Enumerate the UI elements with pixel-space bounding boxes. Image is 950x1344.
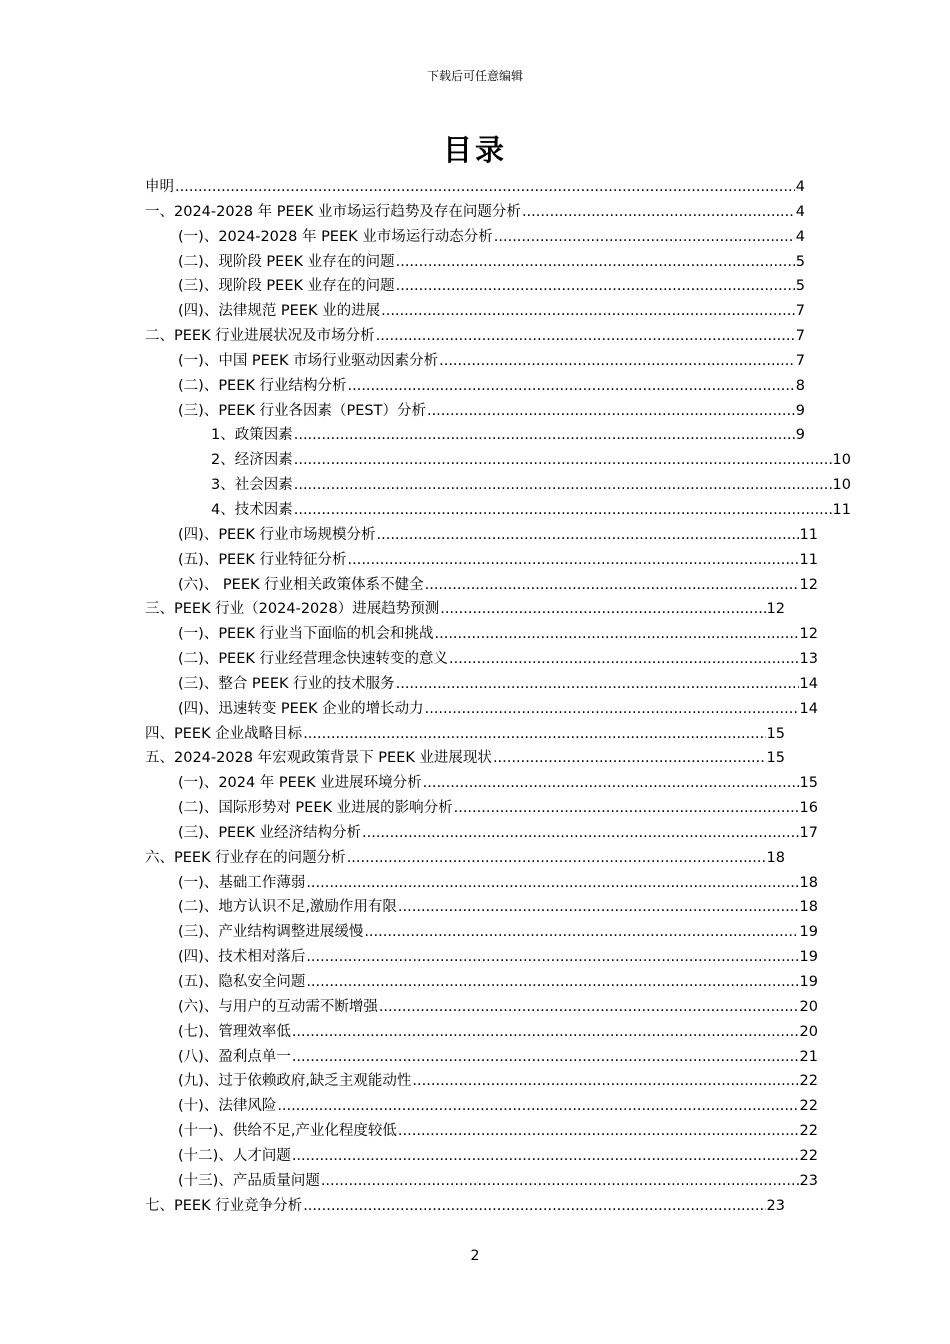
toc-entry-page: 15 <box>766 750 785 767</box>
toc-entry-title: (五)、PEEK 行业特征分析 <box>178 551 347 568</box>
toc-entry-title: (五)、隐私安全问题 <box>178 974 306 990</box>
toc-entry-page: 11 <box>799 551 818 568</box>
toc-entry[interactable] <box>145 672 818 697</box>
toc-entry-page: 12 <box>799 626 818 643</box>
toc-dot-leader <box>294 498 832 523</box>
toc-entry-title: (六)、与用户的互动需不断增强 <box>178 998 378 1015</box>
toc-entry-page: 22 <box>799 1098 818 1115</box>
toc-entry[interactable] <box>145 349 805 374</box>
toc-entry[interactable] <box>145 448 851 473</box>
page-header-note: 下载后可任意编辑 <box>426 69 523 83</box>
toc-entry[interactable] <box>145 274 805 299</box>
toc-dot-leader <box>294 448 832 473</box>
toc-dot-leader <box>292 1045 799 1070</box>
toc-dot-leader <box>175 175 795 200</box>
toc-entry[interactable] <box>145 399 805 424</box>
toc-entry-title: (九)、过于依赖政府,缺乏主观能动性 <box>178 1073 412 1090</box>
toc-entry-title: 四、PEEK 企业战略目标 <box>145 725 303 742</box>
toc-dot-leader <box>292 1020 799 1045</box>
toc-entry-page: 4 <box>795 179 805 195</box>
toc-dot-leader <box>379 995 799 1020</box>
toc-entry-title: (二)、PEEK 行业结构分析 <box>178 377 347 394</box>
toc-entry-page: 13 <box>799 651 818 668</box>
toc-entry[interactable] <box>145 1194 785 1219</box>
toc-entry[interactable] <box>145 697 818 722</box>
toc-entry-title: 七、PEEK 行业竞争分析 <box>145 1197 303 1214</box>
toc-dot-leader <box>348 548 799 573</box>
toc-entry-page: 19 <box>799 924 818 941</box>
toc-dot-leader <box>454 796 799 821</box>
toc-dot-leader <box>303 722 765 747</box>
toc-entry-page: 14 <box>799 675 818 692</box>
toc-entry[interactable] <box>145 1045 818 1070</box>
toc-entry[interactable] <box>145 1169 818 1194</box>
toc-entry-title: (二)、地方认识不足,激励作用有限 <box>178 899 397 916</box>
toc-entry[interactable] <box>145 1069 818 1094</box>
toc-entry-title: 4、技术因素 <box>211 501 293 518</box>
toc-entry-title: (二)、现阶段 PEEK 业存在的问题 <box>178 253 395 270</box>
toc-dot-leader <box>427 399 795 424</box>
toc-entry-page: 7 <box>795 352 805 369</box>
toc-entry[interactable] <box>145 523 818 548</box>
toc-entry-title: 3、社会因素 <box>211 477 293 494</box>
toc-entry[interactable] <box>145 299 805 324</box>
toc-entry-title: 一、2024-2028 年 PEEK 业市场运行趋势及存在问题分析 <box>145 203 521 220</box>
toc-entry[interactable] <box>145 1119 818 1144</box>
toc-entry-page: 22 <box>799 1123 818 1140</box>
toc-entry[interactable] <box>145 846 785 871</box>
toc-entry-page: 18 <box>799 874 818 891</box>
toc-entry[interactable] <box>145 622 818 647</box>
toc-dot-leader <box>425 697 799 722</box>
toc-entry[interactable] <box>145 200 805 225</box>
toc-entry-title: 五、2024-2028 年宏观政策背景下 PEEK 业进展现状 <box>145 750 492 767</box>
toc-entry-page: 12 <box>799 576 818 593</box>
toc-dot-leader <box>440 597 765 622</box>
toc-entry[interactable] <box>145 423 805 448</box>
toc-dot-leader <box>381 299 795 324</box>
toc-entry-title: (十一)、供给不足,产业化程度较低 <box>178 1123 397 1140</box>
toc-entry-page: 9 <box>795 402 805 419</box>
toc-entry-page: 15 <box>766 725 785 742</box>
toc-entry-title: (四)、技术相对落后 <box>178 949 306 966</box>
toc-entry-page: 4 <box>795 203 805 220</box>
toc-entry-page: 19 <box>799 949 818 966</box>
toc-entry-title: (二)、国际形势对 PEEK 业进展的影响分析 <box>178 800 453 817</box>
toc-dot-leader <box>364 920 798 945</box>
toc-entry-page: 8 <box>795 377 805 394</box>
toc-dot-leader <box>347 846 766 871</box>
toc-dot-leader <box>292 1144 799 1169</box>
toc-entry[interactable] <box>145 945 818 970</box>
toc-entry[interactable] <box>145 871 818 896</box>
toc-entry[interactable] <box>145 1144 818 1169</box>
toc-entry-title: (三)、PEEK 行业各因素（PEST）分析 <box>178 402 426 419</box>
toc-entry[interactable] <box>145 1094 818 1119</box>
toc-entry[interactable] <box>145 895 818 920</box>
toc-dot-leader <box>362 821 799 846</box>
toc-dot-leader <box>321 1169 799 1194</box>
toc-entry-page: 18 <box>799 899 818 916</box>
toc-entry-title: 申明 <box>145 179 174 195</box>
toc-dot-leader <box>306 871 798 896</box>
toc-entry-page: 9 <box>795 427 805 444</box>
toc-entry-page: 22 <box>799 1073 818 1090</box>
toc-dot-leader <box>396 672 799 697</box>
toc-dot-leader <box>396 250 795 275</box>
toc-dot-leader <box>294 473 832 498</box>
table-of-contents <box>145 175 851 1218</box>
toc-entry-page: 12 <box>766 601 785 618</box>
toc-entry-title: (一)、2024 年 PEEK 业进展环境分析 <box>178 775 422 792</box>
toc-entry[interactable] <box>145 175 805 200</box>
toc-entry[interactable] <box>145 573 818 598</box>
toc-entry-title: 三、PEEK 行业（2024-2028）进展趋势预测 <box>145 601 440 618</box>
toc-dot-leader <box>398 895 799 920</box>
toc-dot-leader <box>277 1094 798 1119</box>
toc-entry-title: (十)、法律风险 <box>178 1098 277 1115</box>
toc-entry-page: 20 <box>799 1023 818 1040</box>
toc-entry[interactable] <box>145 920 818 945</box>
toc-entry-page: 7 <box>795 328 805 345</box>
toc-entry-title: 六、PEEK 行业存在的问题分析 <box>145 849 346 866</box>
toc-dot-leader <box>522 200 795 225</box>
toc-entry-title: (二)、PEEK 行业经营理念快速转变的意义 <box>178 651 448 668</box>
toc-entry[interactable] <box>145 796 818 821</box>
toc-dot-leader <box>435 622 799 647</box>
toc-entry-page: 5 <box>795 278 805 295</box>
toc-entry-page: 21 <box>799 1048 818 1065</box>
toc-dot-leader <box>398 1119 799 1144</box>
toc-dot-leader <box>377 523 799 548</box>
toc-entry-page: 16 <box>799 800 818 817</box>
toc-entry-title: (一)、基础工作薄弱 <box>178 874 306 891</box>
toc-dot-leader <box>376 324 795 349</box>
page-number: 2 <box>470 1248 480 1264</box>
toc-entry[interactable] <box>145 250 805 275</box>
toc-dot-leader <box>494 225 795 250</box>
toc-entry-title: 1、政策因素 <box>211 427 293 444</box>
toc-dot-leader <box>303 1194 765 1219</box>
toc-entry-page: 20 <box>799 998 818 1015</box>
toc-entry-title: (六)、 PEEK 行业相关政策体系不健全 <box>178 576 424 593</box>
toc-entry[interactable] <box>145 995 818 1020</box>
toc-entry[interactable] <box>145 821 818 846</box>
toc-entry[interactable] <box>145 647 818 672</box>
toc-entry-title: (三)、产业结构调整进展缓慢 <box>178 924 364 941</box>
toc-entry-title: 二、PEEK 行业进展状况及市场分析 <box>145 328 375 345</box>
toc-entry[interactable] <box>145 722 785 747</box>
toc-entry[interactable] <box>145 1020 818 1045</box>
toc-title: 目录 <box>442 133 507 167</box>
toc-dot-leader <box>425 573 799 598</box>
toc-dot-leader <box>412 1069 798 1094</box>
toc-entry-page: 10 <box>832 452 851 469</box>
toc-entry-page: 4 <box>795 228 805 245</box>
toc-entry-page: 18 <box>766 849 785 866</box>
toc-entry-page: 17 <box>799 824 818 841</box>
toc-entry-page: 10 <box>832 477 851 494</box>
toc-entry-title: 2、经济因素 <box>211 452 293 469</box>
toc-entry-title: (三)、整合 PEEK 行业的技术服务 <box>178 675 395 692</box>
toc-entry[interactable] <box>145 970 818 995</box>
toc-entry-title: (七)、管理效率低 <box>178 1023 291 1040</box>
toc-dot-leader <box>493 746 766 771</box>
toc-entry-page: 14 <box>799 700 818 717</box>
toc-dot-leader <box>449 647 799 672</box>
toc-entry[interactable] <box>145 374 805 399</box>
toc-entry-title: (四)、迅速转变 PEEK 企业的增长动力 <box>178 700 424 717</box>
toc-entry-page: 23 <box>799 1172 818 1189</box>
toc-entry[interactable] <box>145 597 785 622</box>
toc-entry-page: 22 <box>799 1147 818 1164</box>
toc-dot-leader <box>348 374 795 399</box>
toc-entry-title: (八)、盈利点单一 <box>178 1048 291 1065</box>
toc-entry[interactable] <box>145 746 785 771</box>
toc-dot-leader <box>306 970 798 995</box>
toc-entry-title: (四)、法律规范 PEEK 业的进展 <box>178 303 381 320</box>
toc-entry[interactable] <box>145 771 818 796</box>
toc-entry[interactable] <box>145 225 805 250</box>
toc-entry-page: 7 <box>795 303 805 320</box>
toc-entry-page: 19 <box>799 974 818 990</box>
toc-entry[interactable] <box>145 324 805 349</box>
toc-entry-title: (三)、现阶段 PEEK 业存在的问题 <box>178 278 395 295</box>
toc-entry-title: (十三)、产品质量问题 <box>178 1172 320 1189</box>
toc-entry-title: (三)、PEEK 业经济结构分析 <box>178 824 361 841</box>
toc-entry-page: 11 <box>832 501 851 518</box>
toc-dot-leader <box>423 771 799 796</box>
toc-entry-title: (四)、PEEK 行业市场规模分析 <box>178 526 376 543</box>
toc-entry[interactable] <box>145 473 851 498</box>
toc-entry-page: 5 <box>795 253 805 270</box>
toc-dot-leader <box>439 349 795 374</box>
toc-entry-title: (一)、PEEK 行业当下面临的机会和挑战 <box>178 626 434 643</box>
toc-dot-leader <box>294 423 795 448</box>
toc-entry[interactable] <box>145 498 851 523</box>
toc-entry-title: (十二)、人才问题 <box>178 1147 291 1164</box>
toc-dot-leader <box>306 945 798 970</box>
toc-entry-page: 15 <box>799 775 818 792</box>
toc-entry[interactable] <box>145 548 818 573</box>
toc-dot-leader <box>396 274 795 299</box>
toc-entry-title: (一)、2024-2028 年 PEEK 业市场运行动态分析 <box>178 228 493 245</box>
toc-entry-title: (一)、中国 PEEK 市场行业驱动因素分析 <box>178 352 439 369</box>
toc-entry-page: 23 <box>766 1197 785 1214</box>
toc-entry-page: 11 <box>799 526 818 543</box>
